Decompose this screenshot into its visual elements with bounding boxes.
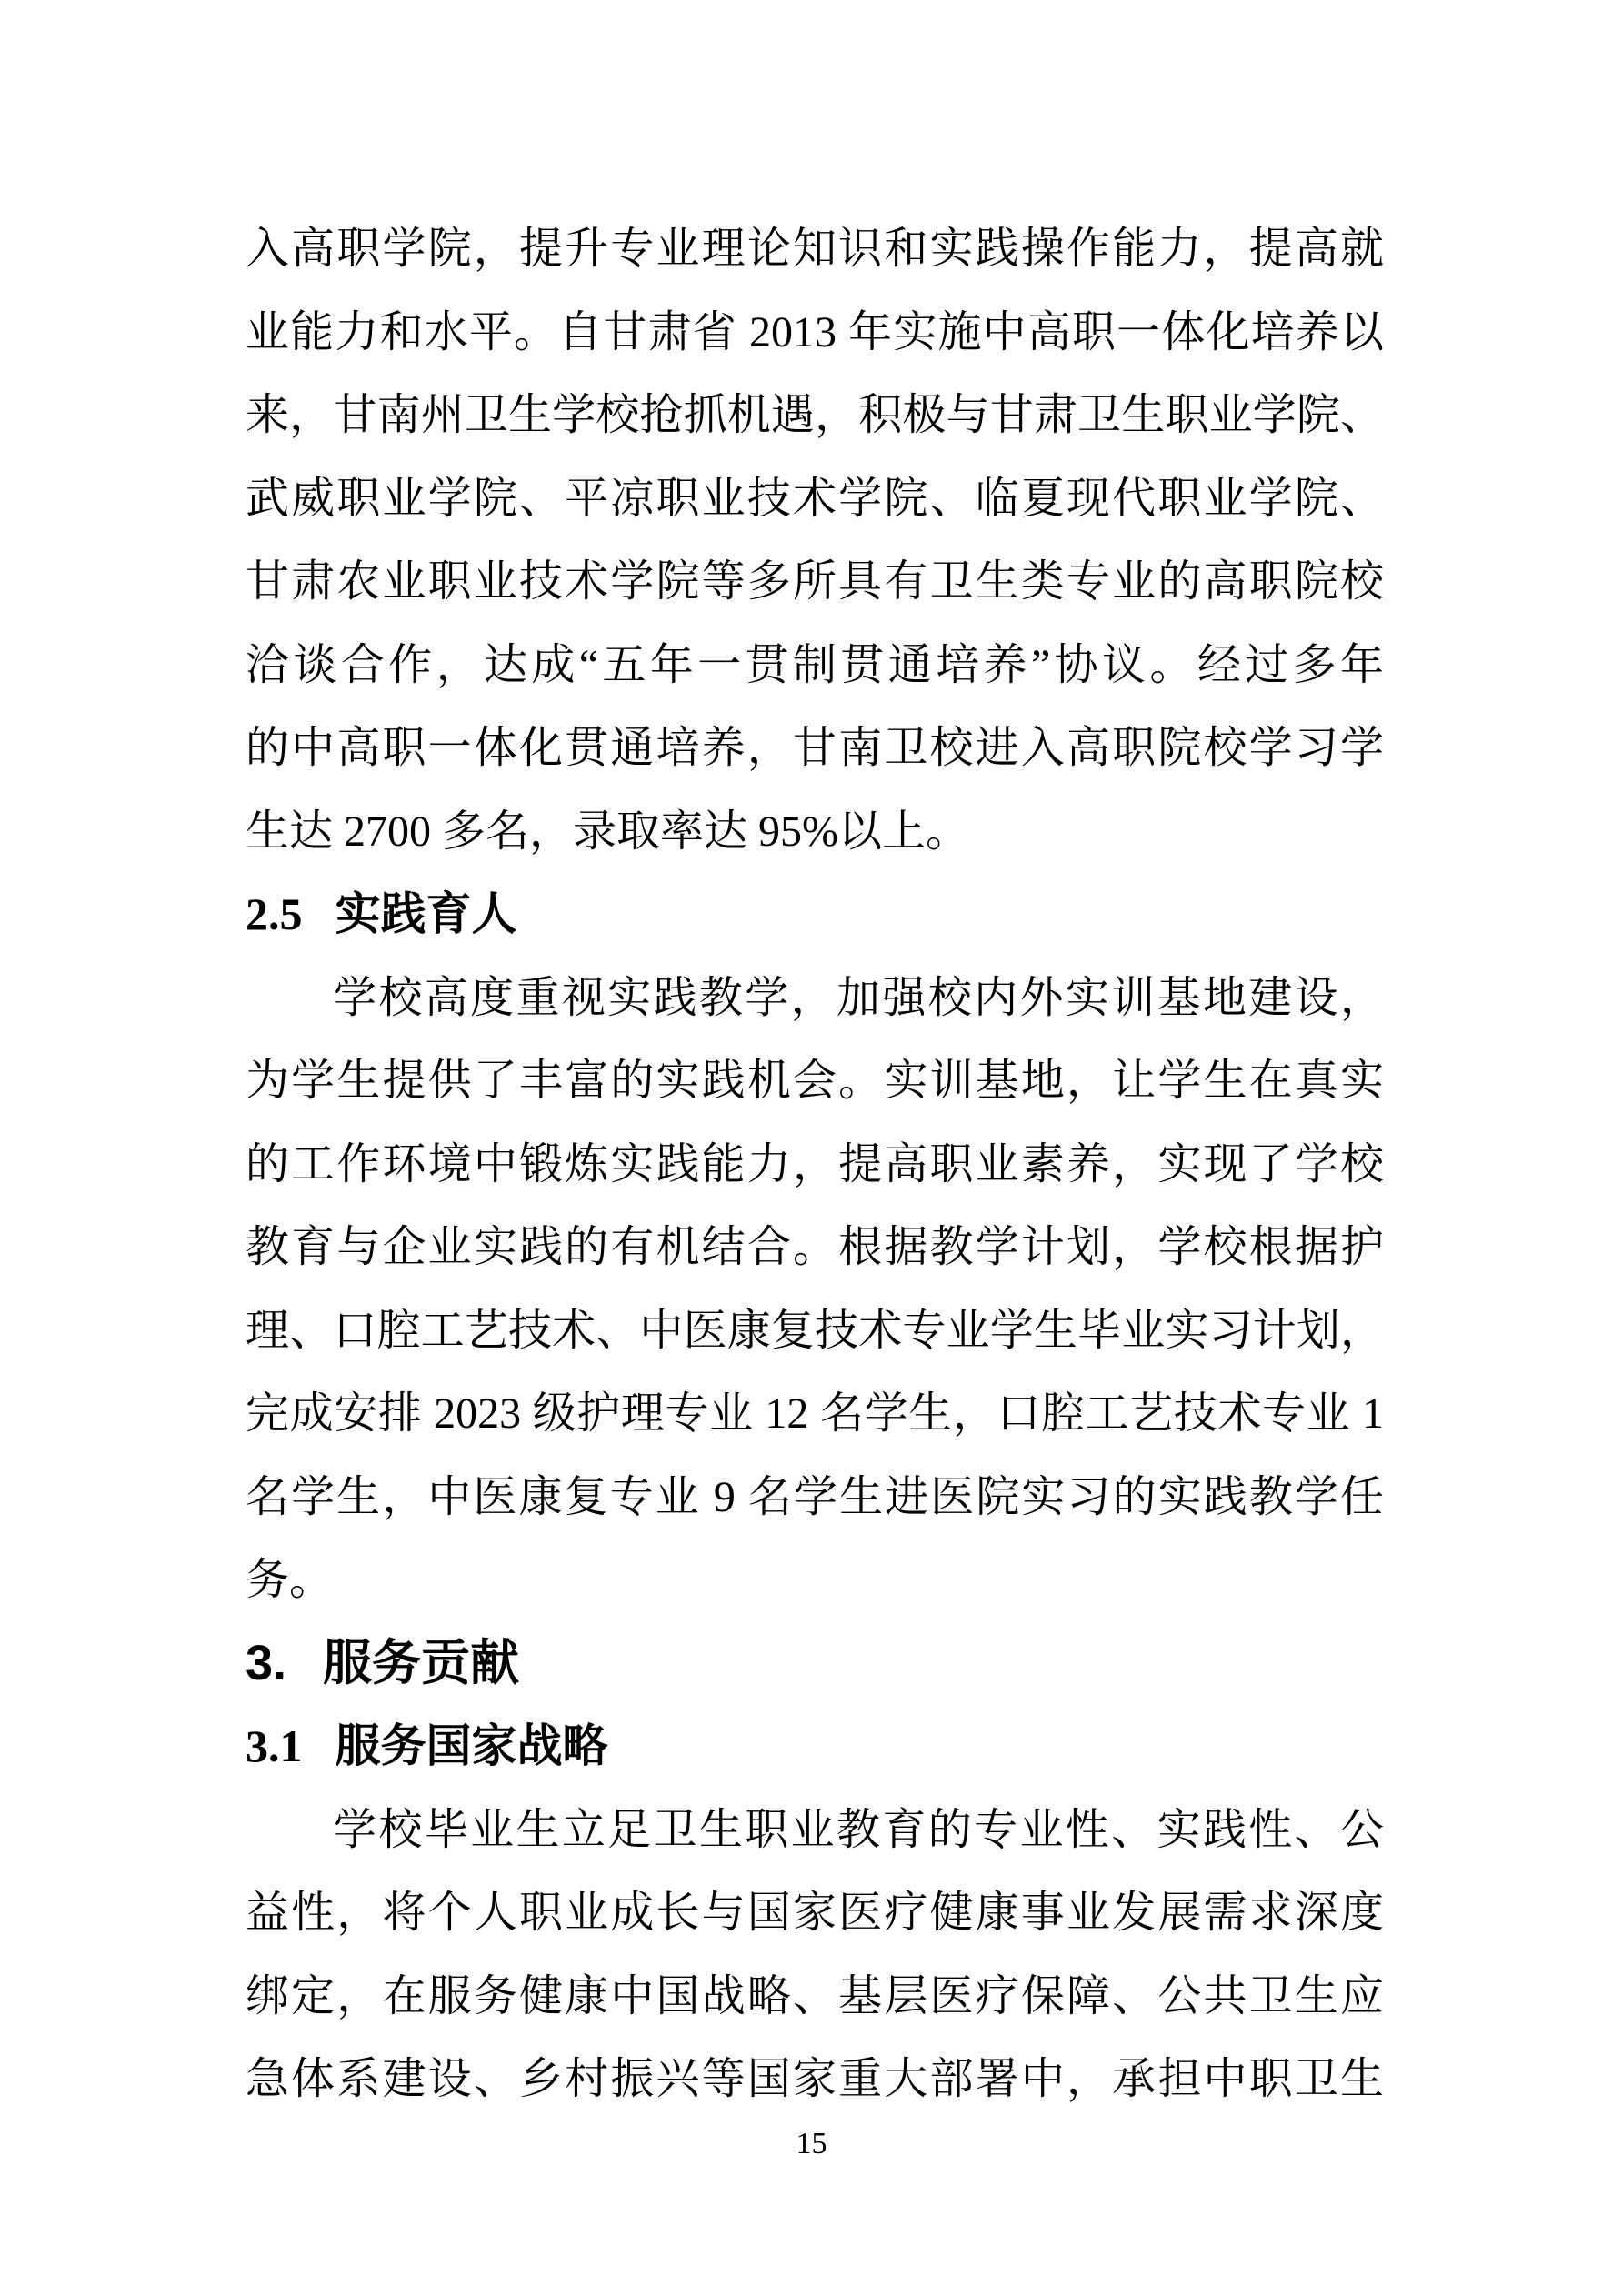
text-line: 急体系建设、乡村振兴等国家重大部署中，承担中职卫生 — [245, 2055, 1384, 2103]
page-number: 15 — [796, 2127, 827, 2161]
heading-label: 实践育人 — [335, 888, 517, 939]
text-line: 名学生，中医康复专业 9 名学生进医院实习的实践教学任 — [245, 1472, 1384, 1521]
text-line: 甘肃农业职业技术学院等多所具有卫生类专业的高职院校 — [245, 557, 1384, 606]
heading-number: 3.1 — [245, 1720, 303, 1771]
text-line: 绑定，在服务健康中国战略、基层医疗保障、公共卫生应 — [245, 1971, 1384, 2020]
heading-label: 服务贡献 — [323, 1635, 520, 1690]
document-body — [245, 207, 1384, 2121]
text-line: 洽谈合作，达成“五年一贯制贯通培养”协议。经过多年 — [245, 640, 1384, 689]
heading-number: 2.5 — [245, 888, 303, 939]
section-heading-3 — [245, 1622, 1384, 1706]
text-line: 入高职学院，提升专业理论知识和实践操作能力，提高就 — [245, 225, 1384, 273]
text-line: 业能力和水平。自甘肃省 2013 年实施中高职一体化培养以 — [245, 307, 1384, 356]
text-line: 生达 2700 多名，录取率达 95%以上。 — [245, 807, 969, 856]
text-line: 的工作环境中锻炼实践能力，提高职业素养，实现了学校 — [245, 1139, 1384, 1188]
text-line: 益性，将个人职业成长与国家医疗健康事业发展需求深度 — [245, 1889, 1384, 1937]
text-line: 为学生提供了丰富的实践机会。实训基地，让学生在真实 — [245, 1057, 1384, 1105]
text-line: 来，甘南州卫生学校抢抓机遇，积极与甘肃卫生职业学院、 — [245, 391, 1384, 439]
text-line: 学校毕业生立足卫生职业教育的专业性、实践性、公 — [333, 1805, 1384, 1854]
text-line: 务。 — [245, 1556, 334, 1604]
text-line: 教育与企业实践的有机结合。根据教学计划，学校根据护 — [245, 1223, 1384, 1271]
subsection-heading-2-5 — [245, 873, 1384, 957]
subsection-heading-3-1 — [245, 1705, 1384, 1789]
heading-label: 服务国家战略 — [335, 1720, 608, 1771]
text-line: 理、口腔工艺技术、中医康复技术专业学生毕业实习计划， — [245, 1306, 1384, 1355]
text-line: 的中高职一体化贯通培养，甘南卫校进入高职院校学习学 — [245, 724, 1384, 772]
text-line: 武威职业学院、平凉职业技术学院、临夏现代职业学院、 — [245, 474, 1384, 523]
text-line: 学校高度重视实践教学，加强校内外实训基地建设， — [333, 973, 1384, 1022]
heading-number: 3. — [245, 1635, 287, 1690]
text-line: 完成安排 2023 级护理专业 12 名学生，口腔工艺技术专业 1 — [245, 1389, 1384, 1438]
